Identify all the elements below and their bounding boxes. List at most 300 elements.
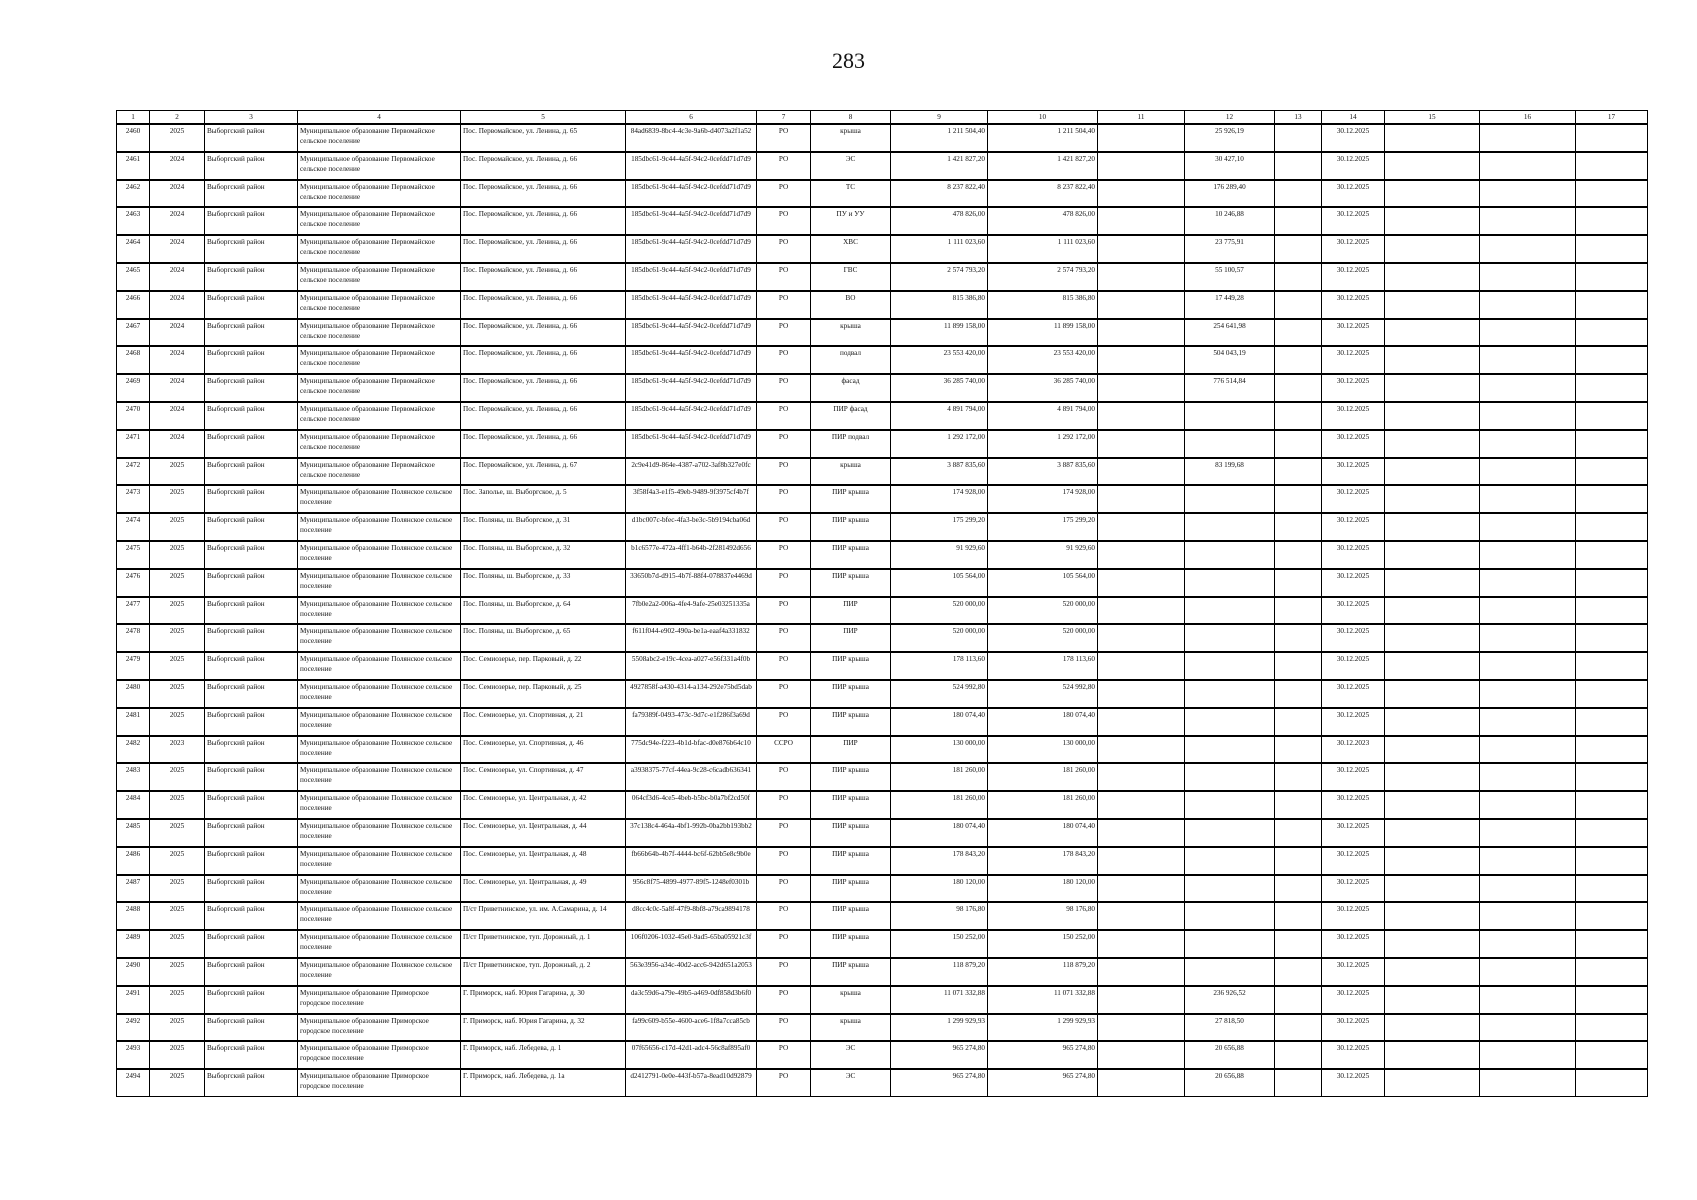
cell-year: 2024 xyxy=(150,291,205,319)
cell-work-type: ПИР крыша xyxy=(811,541,891,569)
cell-house-guid: b1c6577e-472a-4ff1-b64b-2f281492d656 xyxy=(626,541,757,569)
table-row xyxy=(117,485,1648,513)
cell-cost-13 xyxy=(1275,263,1322,291)
cell-municipality: Муниципальное образование Полянское сельское поселение xyxy=(298,763,461,791)
column-header-7: 7 xyxy=(757,111,811,125)
cell-total-cost: 130 000,00 xyxy=(891,736,988,764)
cell-address: Пос. Семиозерье, ул. Центральная, д. 42 xyxy=(461,791,626,819)
cell-cost-regional: 180 074,40 xyxy=(988,819,1098,847)
cell-col-16 xyxy=(1480,180,1576,208)
column-header-15: 15 xyxy=(1385,111,1480,125)
cell-year: 2025 xyxy=(150,541,205,569)
cell-municipality: Муниципальное образование Полянское сельское поселение xyxy=(298,680,461,708)
cell-municipality: Муниципальное образование Первомайское сельское поселение xyxy=(298,207,461,235)
cell-row-number: 2488 xyxy=(117,902,150,930)
table-row xyxy=(117,346,1648,374)
table-row xyxy=(117,652,1648,680)
cell-address: Пос. Семиозерье, ул. Спортивная, д. 47 xyxy=(461,763,626,791)
cell-col-16 xyxy=(1480,736,1576,764)
cell-district: Выборгский район xyxy=(205,652,298,680)
cell-municipality: Муниципальное образование Полянское сельское поселение xyxy=(298,902,461,930)
cell-year: 2024 xyxy=(150,402,205,430)
cell-cost-13 xyxy=(1275,847,1322,875)
cell-address: Пос. Первомайское, ул. Ленина, д. 66 xyxy=(461,291,626,319)
cell-municipality: Муниципальное образование Полянское сельское поселение xyxy=(298,930,461,958)
table-row xyxy=(117,1014,1648,1042)
cell-address: Пос. Поляны, ш. Выборгское, д. 32 xyxy=(461,541,626,569)
cell-col-16 xyxy=(1480,875,1576,903)
cell-address: Пос. Семиозерье, пер. Парковый, д. 22 xyxy=(461,652,626,680)
cell-col-17 xyxy=(1576,207,1648,235)
cell-year: 2025 xyxy=(150,875,205,903)
cell-address: Г. Приморск, наб. Лебедева, д. 1 xyxy=(461,1041,626,1069)
cell-house-guid: 185dbc61-9c44-4a5f-94c2-0cefdd71d7d9 xyxy=(626,374,757,402)
cell-cost-12: 83 199,68 xyxy=(1185,458,1275,486)
cell-cost-11 xyxy=(1098,402,1185,430)
cell-work-type: подвал xyxy=(811,346,891,374)
cell-cost-regional: 174 928,00 xyxy=(988,485,1098,513)
cell-cost-12 xyxy=(1185,958,1275,986)
table-row xyxy=(117,763,1648,791)
cell-district: Выборгский район xyxy=(205,1014,298,1042)
cell-col-16 xyxy=(1480,513,1576,541)
column-header-16: 16 xyxy=(1480,111,1576,125)
cell-total-cost: 180 074,40 xyxy=(891,708,988,736)
table-row xyxy=(117,930,1648,958)
cell-municipality: Муниципальное образование Первомайское сельское поселение xyxy=(298,402,461,430)
cell-cost-11 xyxy=(1098,374,1185,402)
cell-municipality: Муниципальное образование Первомайское сельское поселение xyxy=(298,458,461,486)
cell-municipality: Муниципальное образование Полянское сельское поселение xyxy=(298,597,461,625)
cell-cost-11 xyxy=(1098,124,1185,152)
cell-col-17 xyxy=(1576,791,1648,819)
cell-col-16 xyxy=(1480,207,1576,235)
cell-cost-12: 176 289,40 xyxy=(1185,180,1275,208)
cell-municipality: Муниципальное образование Полянское сельское поселение xyxy=(298,624,461,652)
cell-row-number: 2468 xyxy=(117,346,150,374)
cell-year: 2024 xyxy=(150,346,205,374)
cell-row-number: 2483 xyxy=(117,763,150,791)
cell-cost-12 xyxy=(1185,708,1275,736)
cell-municipality: Муниципальное образование Полянское сельское поселение xyxy=(298,958,461,986)
cell-col-15 xyxy=(1385,958,1480,986)
column-header-4: 4 xyxy=(298,111,461,125)
cell-cost-12 xyxy=(1185,513,1275,541)
cell-row-number: 2484 xyxy=(117,791,150,819)
cell-col-15 xyxy=(1385,513,1480,541)
cell-deadline: 30.12.2023 xyxy=(1322,736,1385,764)
cell-work-type: крыша xyxy=(811,458,891,486)
cell-col-17 xyxy=(1576,1069,1648,1097)
column-header-10: 10 xyxy=(988,111,1098,125)
cell-cost-12: 236 926,52 xyxy=(1185,986,1275,1014)
cell-deadline: 30.12.2025 xyxy=(1322,680,1385,708)
cell-cost-11 xyxy=(1098,847,1185,875)
column-header-3: 3 xyxy=(205,111,298,125)
cell-deadline: 30.12.2025 xyxy=(1322,263,1385,291)
cell-total-cost: 520 000,00 xyxy=(891,597,988,625)
cell-program: РО xyxy=(757,346,811,374)
cell-year: 2025 xyxy=(150,930,205,958)
cell-year: 2024 xyxy=(150,319,205,347)
cell-col-17 xyxy=(1576,124,1648,152)
cell-cost-13 xyxy=(1275,180,1322,208)
cell-municipality: Муниципальное образование Приморское городское поселение xyxy=(298,1069,461,1097)
cell-cost-11 xyxy=(1098,1014,1185,1042)
cell-deadline: 30.12.2025 xyxy=(1322,708,1385,736)
cell-work-type: ПИР крыша xyxy=(811,791,891,819)
cell-col-16 xyxy=(1480,680,1576,708)
cell-col-17 xyxy=(1576,624,1648,652)
cell-cost-12 xyxy=(1185,624,1275,652)
cell-program: РО xyxy=(757,652,811,680)
table-row xyxy=(117,902,1648,930)
cell-address: Пос. Первомайское, ул. Ленина, д. 66 xyxy=(461,430,626,458)
cell-work-type: ХВС xyxy=(811,235,891,263)
cell-col-17 xyxy=(1576,374,1648,402)
cell-house-guid: 064cf3d6-4ce5-4beb-b5bc-b0a7bf2cd50f xyxy=(626,791,757,819)
cell-work-type: ПИР крыша xyxy=(811,485,891,513)
cell-program: РО xyxy=(757,1069,811,1097)
cell-district: Выборгский район xyxy=(205,458,298,486)
cell-cost-12 xyxy=(1185,791,1275,819)
cell-municipality: Муниципальное образование Полянское сельское поселение xyxy=(298,541,461,569)
cell-col-17 xyxy=(1576,680,1648,708)
cell-cost-11 xyxy=(1098,1069,1185,1097)
cell-col-17 xyxy=(1576,597,1648,625)
cell-total-cost: 91 929,60 xyxy=(891,541,988,569)
cell-col-15 xyxy=(1385,652,1480,680)
cell-work-type: ПИР крыша xyxy=(811,569,891,597)
cell-address: Пос. Поляны, ш. Выборгское, д. 31 xyxy=(461,513,626,541)
cell-address: Пос. Поляны, ш. Выборгское, д. 33 xyxy=(461,569,626,597)
cell-col-15 xyxy=(1385,319,1480,347)
cell-year: 2025 xyxy=(150,819,205,847)
cell-cost-13 xyxy=(1275,1069,1322,1097)
cell-municipality: Муниципальное образование Полянское сельское поселение xyxy=(298,875,461,903)
cell-address: Пос. Первомайское, ул. Ленина, д. 66 xyxy=(461,263,626,291)
cell-cost-12: 27 818,50 xyxy=(1185,1014,1275,1042)
cell-total-cost: 3 887 835,60 xyxy=(891,458,988,486)
cell-cost-13 xyxy=(1275,513,1322,541)
cell-house-guid: f611f044-e902-490a-be1a-eaaf4a331832 xyxy=(626,624,757,652)
table-row xyxy=(117,263,1648,291)
cell-cost-11 xyxy=(1098,680,1185,708)
table-row xyxy=(117,124,1648,152)
cell-col-15 xyxy=(1385,124,1480,152)
cell-deadline: 30.12.2025 xyxy=(1322,124,1385,152)
table-row xyxy=(117,152,1648,180)
cell-program: РО xyxy=(757,207,811,235)
table-row xyxy=(117,736,1648,764)
cell-work-type: ПУ и УУ xyxy=(811,207,891,235)
cell-house-guid: d2412791-0e0e-443f-b57a-8ead10d92879 xyxy=(626,1069,757,1097)
cell-address: Пос. Семиозерье, ул. Спортивная, д. 21 xyxy=(461,708,626,736)
cell-district: Выборгский район xyxy=(205,374,298,402)
cell-district: Выборгский район xyxy=(205,402,298,430)
cell-work-type: крыша xyxy=(811,124,891,152)
cell-cost-regional: 815 386,80 xyxy=(988,291,1098,319)
cell-cost-regional: 2 574 793,20 xyxy=(988,263,1098,291)
cell-cost-11 xyxy=(1098,902,1185,930)
cell-cost-11 xyxy=(1098,930,1185,958)
cell-municipality: Муниципальное образование Полянское сельское поселение xyxy=(298,791,461,819)
table-row xyxy=(117,458,1648,486)
cell-program: РО xyxy=(757,624,811,652)
cell-row-number: 2492 xyxy=(117,1014,150,1042)
cell-cost-regional: 1 111 023,60 xyxy=(988,235,1098,263)
cell-work-type: ПИР крыша xyxy=(811,875,891,903)
cell-col-15 xyxy=(1385,875,1480,903)
cell-year: 2025 xyxy=(150,652,205,680)
cell-total-cost: 178 843,20 xyxy=(891,847,988,875)
cell-col-16 xyxy=(1480,402,1576,430)
cell-row-number: 2474 xyxy=(117,513,150,541)
cell-work-type: ПИР крыша xyxy=(811,902,891,930)
cell-program: РО xyxy=(757,235,811,263)
cell-program: РО xyxy=(757,986,811,1014)
cell-cost-13 xyxy=(1275,791,1322,819)
cell-cost-11 xyxy=(1098,958,1185,986)
cell-col-15 xyxy=(1385,1041,1480,1069)
cell-cost-regional: 36 285 740,00 xyxy=(988,374,1098,402)
cell-col-16 xyxy=(1480,791,1576,819)
cell-cost-11 xyxy=(1098,152,1185,180)
cell-col-15 xyxy=(1385,597,1480,625)
cell-program: РО xyxy=(757,430,811,458)
cell-cost-13 xyxy=(1275,652,1322,680)
cell-work-type: ПИР подвал xyxy=(811,430,891,458)
cell-district: Выборгский район xyxy=(205,485,298,513)
cell-total-cost: 478 826,00 xyxy=(891,207,988,235)
cell-row-number: 2486 xyxy=(117,847,150,875)
cell-address: Пос. Первомайское, ул. Ленина, д. 65 xyxy=(461,124,626,152)
cell-house-guid: fa99c609-b55e-4600-ace6-1f8a7cca85cb xyxy=(626,1014,757,1042)
cell-cost-11 xyxy=(1098,180,1185,208)
cell-col-15 xyxy=(1385,902,1480,930)
cell-cost-regional: 180 074,40 xyxy=(988,708,1098,736)
table-row xyxy=(117,402,1648,430)
cell-total-cost: 105 564,00 xyxy=(891,569,988,597)
cell-municipality: Муниципальное образование Первомайское сельское поселение xyxy=(298,291,461,319)
cell-program: РО xyxy=(757,763,811,791)
cell-cost-11 xyxy=(1098,1041,1185,1069)
cell-col-16 xyxy=(1480,1041,1576,1069)
cell-house-guid: 07f65656-c17d-42d1-adc4-56c8af895af0 xyxy=(626,1041,757,1069)
cell-house-guid: da3c59d6-a79e-49b5-a469-0df858d3b6f0 xyxy=(626,986,757,1014)
cell-address: Пос. Семиозерье, ул. Спортивная, д. 46 xyxy=(461,736,626,764)
cell-col-16 xyxy=(1480,819,1576,847)
cell-cost-12 xyxy=(1185,847,1275,875)
cell-house-guid: 7fb0e2a2-006a-4fe4-9afe-25e03251335a xyxy=(626,597,757,625)
cell-cost-11 xyxy=(1098,708,1185,736)
cell-col-17 xyxy=(1576,902,1648,930)
cell-cost-11 xyxy=(1098,346,1185,374)
cell-col-16 xyxy=(1480,319,1576,347)
cell-house-guid: 84ad6839-8bc4-4c3e-9a6b-d4073a2f1a52 xyxy=(626,124,757,152)
table-row xyxy=(117,708,1648,736)
cell-address: Пос. Поляны, ш. Выборгское, д. 64 xyxy=(461,597,626,625)
cell-col-16 xyxy=(1480,235,1576,263)
cell-deadline: 30.12.2025 xyxy=(1322,513,1385,541)
cell-cost-13 xyxy=(1275,708,1322,736)
cell-program: РО xyxy=(757,930,811,958)
cell-program: РО xyxy=(757,458,811,486)
cell-deadline: 30.12.2025 xyxy=(1322,346,1385,374)
cell-cost-13 xyxy=(1275,485,1322,513)
cell-row-number: 2477 xyxy=(117,597,150,625)
cell-work-type: ЭС xyxy=(811,1069,891,1097)
cell-col-16 xyxy=(1480,652,1576,680)
cell-program: ССРО xyxy=(757,736,811,764)
cell-cost-regional: 524 992,80 xyxy=(988,680,1098,708)
cell-cost-12 xyxy=(1185,763,1275,791)
cell-year: 2024 xyxy=(150,152,205,180)
cell-work-type: ПИР крыша xyxy=(811,680,891,708)
cell-col-17 xyxy=(1576,569,1648,597)
cell-deadline: 30.12.2025 xyxy=(1322,458,1385,486)
cell-deadline: 30.12.2025 xyxy=(1322,319,1385,347)
cell-work-type: крыша xyxy=(811,986,891,1014)
cell-deadline: 30.12.2025 xyxy=(1322,485,1385,513)
cell-total-cost: 1 421 827,20 xyxy=(891,152,988,180)
cell-row-number: 2476 xyxy=(117,569,150,597)
cell-address: Пос. Первомайское, ул. Ленина, д. 66 xyxy=(461,346,626,374)
cell-deadline: 30.12.2025 xyxy=(1322,847,1385,875)
cell-total-cost: 520 000,00 xyxy=(891,624,988,652)
cell-program: РО xyxy=(757,597,811,625)
cell-cost-13 xyxy=(1275,430,1322,458)
cell-house-guid: 185dbc61-9c44-4a5f-94c2-0cefdd71d7d9 xyxy=(626,346,757,374)
cell-col-16 xyxy=(1480,374,1576,402)
cell-program: РО xyxy=(757,152,811,180)
cell-cost-13 xyxy=(1275,207,1322,235)
cell-col-15 xyxy=(1385,736,1480,764)
cell-cost-13 xyxy=(1275,124,1322,152)
cell-col-15 xyxy=(1385,291,1480,319)
cell-district: Выборгский район xyxy=(205,958,298,986)
cell-col-16 xyxy=(1480,847,1576,875)
cell-deadline: 30.12.2025 xyxy=(1322,1069,1385,1097)
cell-cost-regional: 91 929,60 xyxy=(988,541,1098,569)
cell-col-17 xyxy=(1576,986,1648,1014)
cell-col-17 xyxy=(1576,263,1648,291)
header-row xyxy=(117,111,1648,125)
cell-cost-12: 55 100,57 xyxy=(1185,263,1275,291)
cell-work-type: ПИР крыша xyxy=(811,708,891,736)
cell-total-cost: 180 074,40 xyxy=(891,819,988,847)
cell-deadline: 30.12.2025 xyxy=(1322,902,1385,930)
cell-cost-11 xyxy=(1098,430,1185,458)
cell-cost-12: 30 427,10 xyxy=(1185,152,1275,180)
cell-cost-12 xyxy=(1185,430,1275,458)
cell-district: Выборгский район xyxy=(205,986,298,1014)
cell-cost-12 xyxy=(1185,652,1275,680)
cell-cost-11 xyxy=(1098,597,1185,625)
cell-house-guid: 4927858f-a430-4314-a134-292e75bd5dab xyxy=(626,680,757,708)
cell-row-number: 2475 xyxy=(117,541,150,569)
cell-municipality: Муниципальное образование Полянское сельское поселение xyxy=(298,708,461,736)
cell-cost-11 xyxy=(1098,875,1185,903)
cell-cost-regional: 1 211 504,40 xyxy=(988,124,1098,152)
cell-municipality: Муниципальное образование Приморское городское поселение xyxy=(298,986,461,1014)
cell-total-cost: 524 992,80 xyxy=(891,680,988,708)
cell-col-16 xyxy=(1480,485,1576,513)
cell-year: 2025 xyxy=(150,485,205,513)
cell-cost-13 xyxy=(1275,569,1322,597)
cell-cost-regional: 105 564,00 xyxy=(988,569,1098,597)
cell-work-type: ЭС xyxy=(811,1041,891,1069)
cell-cost-regional: 180 120,00 xyxy=(988,875,1098,903)
cell-cost-12 xyxy=(1185,597,1275,625)
cell-municipality: Муниципальное образование Полянское сельское поселение xyxy=(298,819,461,847)
cell-district: Выборгский район xyxy=(205,152,298,180)
cell-year: 2025 xyxy=(150,1069,205,1097)
cell-work-type: ПИР крыша xyxy=(811,652,891,680)
cell-year: 2024 xyxy=(150,207,205,235)
cell-house-guid: 563e3956-a34c-40d2-acc6-942d651a2053 xyxy=(626,958,757,986)
cell-deadline: 30.12.2025 xyxy=(1322,541,1385,569)
cell-year: 2024 xyxy=(150,180,205,208)
cell-total-cost: 8 237 822,40 xyxy=(891,180,988,208)
cell-row-number: 2470 xyxy=(117,402,150,430)
table-row xyxy=(117,291,1648,319)
cell-municipality: Муниципальное образование Первомайское сельское поселение xyxy=(298,374,461,402)
cell-cost-13 xyxy=(1275,958,1322,986)
cell-house-guid: d8cc4c0c-5a8f-47f9-8bf8-a79ca9894178 xyxy=(626,902,757,930)
cell-work-type: фасад xyxy=(811,374,891,402)
table-row xyxy=(117,513,1648,541)
cell-work-type: ГВС xyxy=(811,263,891,291)
cell-work-type: ПИР xyxy=(811,624,891,652)
cell-house-guid: 185dbc61-9c44-4a5f-94c2-0cefdd71d7d9 xyxy=(626,430,757,458)
cell-address: Пос. Первомайское, ул. Ленина, д. 66 xyxy=(461,374,626,402)
cell-cost-regional: 23 553 420,00 xyxy=(988,346,1098,374)
cell-municipality: Муниципальное образование Полянское сельское поселение xyxy=(298,652,461,680)
cell-col-17 xyxy=(1576,430,1648,458)
cell-deadline: 30.12.2025 xyxy=(1322,430,1385,458)
cell-cost-regional: 1 299 929,93 xyxy=(988,1014,1098,1042)
cell-cost-13 xyxy=(1275,930,1322,958)
cell-deadline: 30.12.2025 xyxy=(1322,402,1385,430)
cell-cost-13 xyxy=(1275,763,1322,791)
cell-year: 2025 xyxy=(150,847,205,875)
cell-cost-12 xyxy=(1185,402,1275,430)
cell-total-cost: 815 386,80 xyxy=(891,291,988,319)
cell-deadline: 30.12.2025 xyxy=(1322,235,1385,263)
cell-deadline: 30.12.2025 xyxy=(1322,597,1385,625)
cell-row-number: 2485 xyxy=(117,819,150,847)
column-header-8: 8 xyxy=(811,111,891,125)
cell-col-17 xyxy=(1576,1041,1648,1069)
table-row xyxy=(117,1069,1648,1097)
cell-address: Пос. Первомайское, ул. Ленина, д. 66 xyxy=(461,180,626,208)
cell-district: Выборгский район xyxy=(205,597,298,625)
cell-row-number: 2471 xyxy=(117,430,150,458)
cell-total-cost: 175 299,20 xyxy=(891,513,988,541)
cell-row-number: 2469 xyxy=(117,374,150,402)
cell-address: Пос. Семиозерье, ул. Центральная, д. 49 xyxy=(461,875,626,903)
cell-row-number: 2478 xyxy=(117,624,150,652)
cell-municipality: Муниципальное образование Первомайское сельское поселение xyxy=(298,124,461,152)
cell-house-guid: 185dbc61-9c44-4a5f-94c2-0cefdd71d7d9 xyxy=(626,207,757,235)
cell-col-16 xyxy=(1480,1014,1576,1042)
cell-cost-12 xyxy=(1185,930,1275,958)
cell-house-guid: 5508abc2-e19c-4cea-a027-e56f331a4f0b xyxy=(626,652,757,680)
cell-cost-regional: 965 274,80 xyxy=(988,1069,1098,1097)
cell-col-15 xyxy=(1385,569,1480,597)
cell-col-16 xyxy=(1480,124,1576,152)
